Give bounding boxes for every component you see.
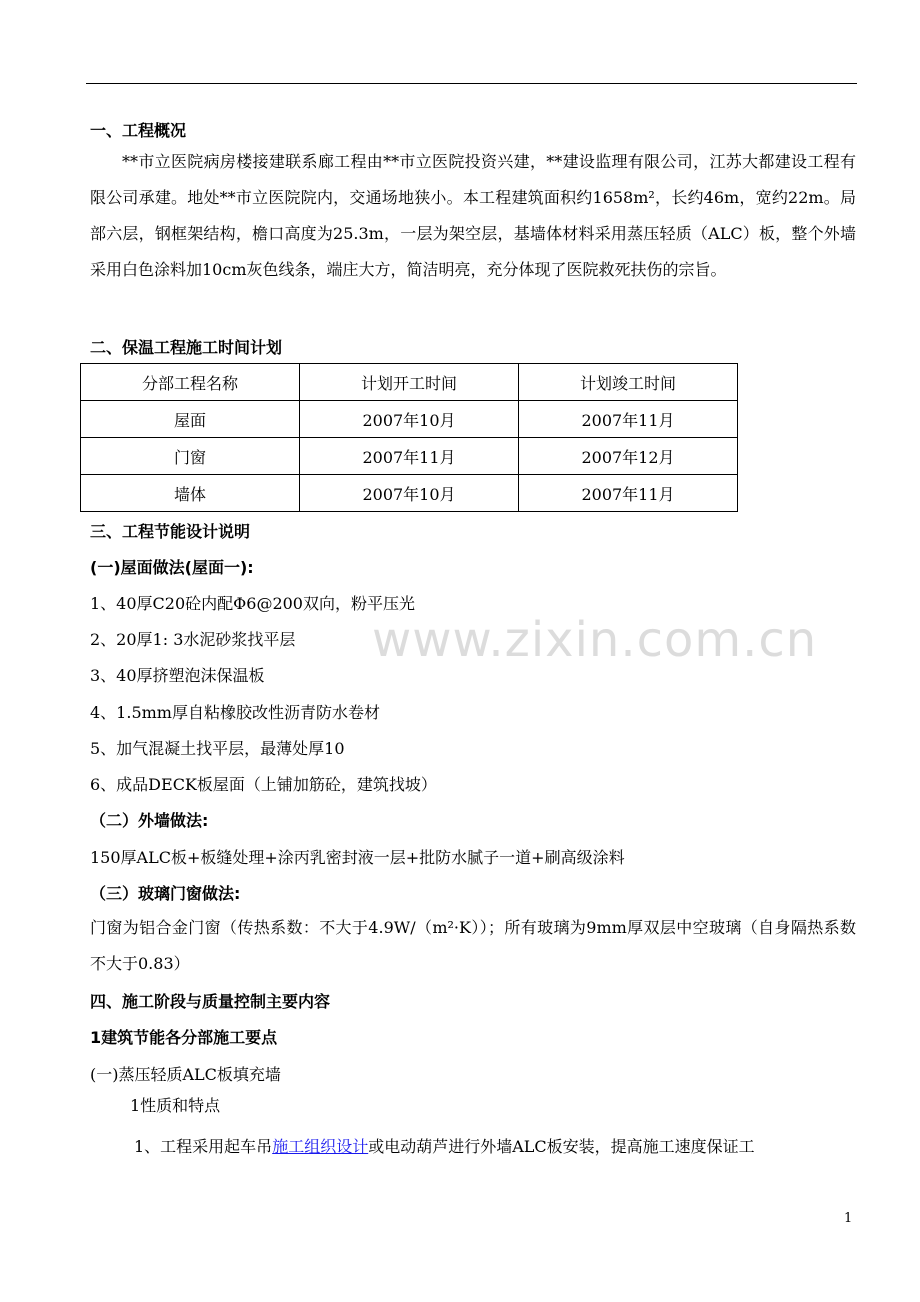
header-cell: 计划竣工时间 [519,364,738,401]
project-overview-paragraph [90,144,856,288]
header-rule [86,83,857,84]
roof-method-heading: (一)屋面做法(屋面一): [90,558,254,577]
table-row [81,438,738,475]
header-cell: 分部工程名称 [81,364,300,401]
section-2-heading: 二、保温工程施工时间计划 [90,338,283,357]
overview-text: **市立医院病房楼接建联系廊工程由**市立医院投资兴建，**建设监理有限公司，江苏大都建设工程有限公司承建。地处**市立医院院内，交通场地狭小。本工程建筑面积约1658m²，长约46m，宽约22m。局部六层，钢框架结构，檐口高度为25.3m，一层为架空层，基墙体材料采用蒸压轻质（ALC）板，整个外墙采用白色涂料加10cm灰色线条，端庄大方，简洁明亮，充分体现了医院救死扶伤的宗旨。 [90,152,856,279]
table-header-row [81,364,738,401]
section-4-heading: 四、施工阶段与质量控制主要内容 [90,992,331,1011]
schedule-table [80,363,738,512]
roof-item: 6、成品DECK板屋面（上铺加筋砼，建筑找坡） [90,775,437,794]
window-method-text: 门窗为铝合金门窗（传热系数：不大于4.9W/（m²·K））；所有玻璃为9mm厚双层中空玻璃（自身隔热系数不大于0.83） [90,918,856,973]
window-method-heading: （三）玻璃门窗做法: [90,884,241,903]
table-cell: 2007年10月 [300,475,519,512]
roof-item: 3、40厚挤塑泡沫保温板 [90,666,265,685]
section-3-heading: 三、工程节能设计说明 [90,522,251,541]
table-cell: 门窗 [81,438,300,475]
table-cell: 墙体 [81,475,300,512]
construction-org-design-link[interactable]: 施工组织设计 [272,1137,369,1156]
roof-item: 1、40厚C20砼内配Φ6@200双向，粉平压光 [90,594,415,613]
roof-item: 2、20厚1: 3水泥砂浆找平层 [90,630,296,649]
construction-points-heading: 1建筑节能各分部施工要点 [90,1028,278,1047]
page-number: 1 [844,1211,853,1226]
wall-method-text: 150厚ALC板+板缝处理+涂丙乳密封液一层+批防水腻子一道+刷高级涂料 [90,848,625,867]
roof-item: 5、加气混凝土找平层，最薄处厚10 [90,739,345,758]
watermark: www.zixin.com.cn [372,612,818,668]
table-cell: 2007年11月 [519,401,738,438]
table-row [81,475,738,512]
construction-line [134,1137,755,1157]
table-cell: 2007年12月 [519,438,738,475]
table-cell: 屋面 [81,401,300,438]
table-row [81,401,738,438]
line-suffix: 或电动葫芦进行外墙ALC板安装，提高施工速度保证工 [368,1137,755,1156]
alc-wall-item: (一)蒸压轻质ALC板填充墙 [90,1065,281,1084]
header-cell: 计划开工时间 [300,364,519,401]
section-1-heading: 一、工程概况 [90,121,187,140]
table-cell: 2007年10月 [300,401,519,438]
wall-method-heading: （二）外墙做法: [90,811,209,830]
table-cell: 2007年11月 [519,475,738,512]
table-cell: 2007年11月 [300,438,519,475]
roof-item: 4、1.5mm厚自粘橡胶改性沥青防水卷材 [90,703,380,722]
line-prefix: 1、工程采用起车吊 [134,1137,273,1156]
properties-item: 1性质和特点 [130,1096,221,1115]
